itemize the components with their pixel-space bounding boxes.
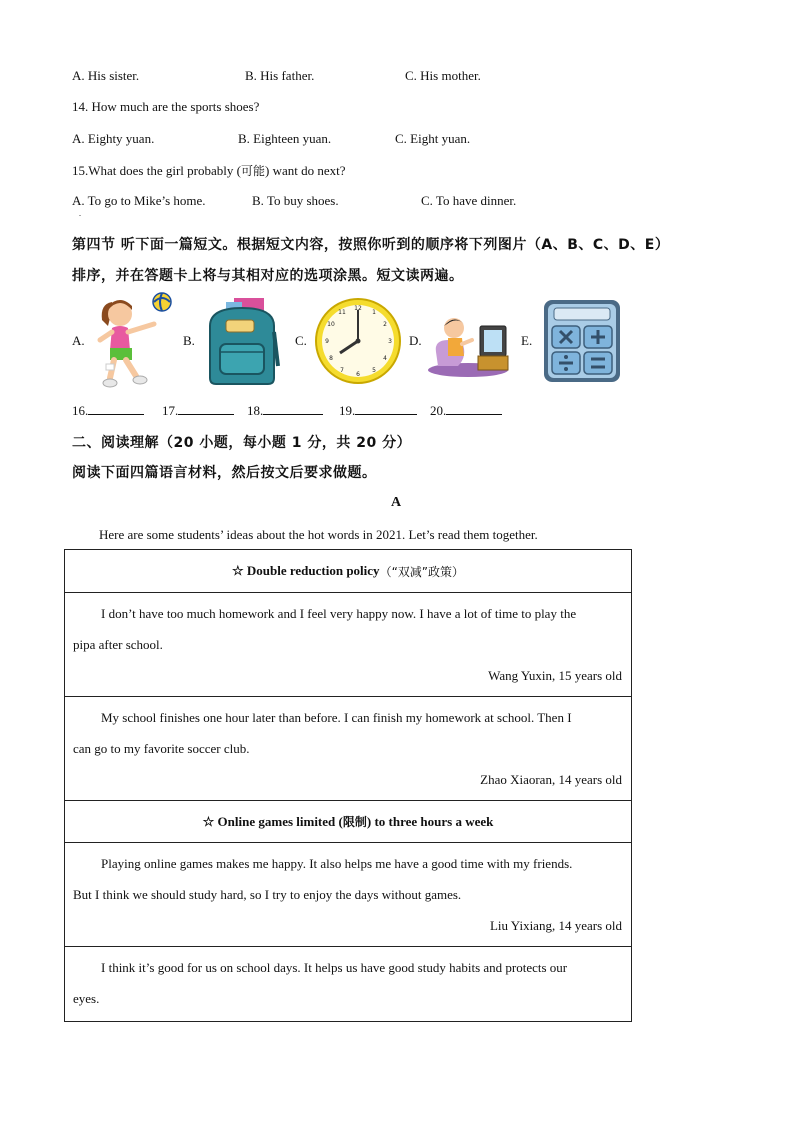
entry-author: Wang Yuxin, 15 years old	[488, 668, 622, 683]
picture-label-b: B.	[183, 333, 195, 348]
clock-number: 3	[388, 338, 392, 345]
girl-volleyball-icon	[92, 290, 182, 394]
entry-liu-yixiang	[65, 843, 631, 947]
entry-author: Zhao Xiaoran, 14 years old	[480, 772, 622, 787]
q13-option-c: C. His mother.	[405, 68, 481, 83]
entry-text-line: My school finishes one hour later than before. I can finish my homework at school. Then I	[101, 710, 572, 725]
q14-option-a: A. Eighty yuan.	[72, 131, 155, 146]
picture-label-c: C.	[295, 333, 307, 348]
clock-icon	[313, 296, 403, 392]
entry-text-line: Playing online games makes me happy. It also helps me have a good time with my friends.	[101, 856, 573, 871]
entry-text-line: eyes.	[73, 991, 100, 1006]
calculator-icon	[542, 298, 622, 388]
clock-number: 9	[325, 338, 329, 345]
section4-heading-line1: 第四节 听下面一篇短文。根据短文内容，按照你听到的顺序将下列图片（A、B、C、D、E）	[72, 237, 670, 253]
entry-text-line: I think it’s good for us on school days. It helps us have good study habits and protects our	[101, 960, 568, 975]
passage-intro: Here are some students’ ideas about the hot words in 2021. Let’s read them together.	[99, 527, 538, 542]
ideas-table	[64, 549, 632, 1022]
q14-option-b: B. Eighteen yuan.	[238, 131, 332, 146]
picture-label-a: A.	[72, 333, 85, 348]
q15-option-b: B. To buy shoes.	[252, 193, 339, 208]
part2-instruction: 阅读下面四篇语言材料，然后按文后要求做题。	[72, 465, 377, 481]
answer-blank-19[interactable]: 19.	[339, 402, 417, 419]
clock-number: 1	[372, 309, 376, 316]
picture-label-d: D.	[409, 333, 422, 348]
answer-blank-17[interactable]: 17.	[162, 402, 234, 419]
clock-number: 10	[327, 321, 335, 328]
q14-question: 14. How much are the sports shoes?	[72, 99, 260, 114]
entry-wang-yuxin	[65, 593, 631, 697]
q14-option-c: C. Eight yuan.	[395, 131, 471, 146]
q15-option-a: A. To go to Mike’s home.	[72, 193, 206, 208]
entry-four	[65, 947, 631, 1021]
q13-option-b: B. His father.	[245, 68, 315, 83]
entry-author: Liu Yixiang, 14 years old	[489, 918, 622, 933]
answer-blank-18[interactable]: 18.	[247, 402, 323, 419]
entry-text-line: pipa after school.	[73, 637, 163, 652]
stray-dot: .	[79, 209, 81, 218]
clock-number: 11	[338, 309, 346, 316]
entry-text-line: I don’t have too much homework and I feel very happy now. I have a lot of time to play the	[101, 606, 577, 621]
clock-number: 5	[372, 367, 376, 374]
part2-title: 二、阅读理解（20 小题，每小题 1 分，共 20 分）	[72, 435, 412, 451]
section4-heading-line2: 排序，并在答题卡上将与其相对应的选项涂黑。短文读两遍。	[72, 268, 464, 284]
clock-number: 8	[329, 355, 333, 362]
clock-number: 2	[383, 321, 387, 328]
boy-watching-tv-icon	[428, 312, 514, 382]
answer-blank-20[interactable]: 20.	[430, 402, 502, 419]
clock-number: 4	[383, 355, 387, 362]
picture-label-e: E.	[521, 333, 533, 348]
clock-number: 6	[356, 371, 360, 378]
q13-option-a: A. His sister.	[72, 68, 140, 83]
passage-label: A	[391, 495, 402, 510]
q15-option-c: C. To have dinner.	[421, 193, 517, 208]
backpack-icon	[204, 296, 280, 390]
answer-blank-16[interactable]: 16.	[72, 402, 144, 419]
entry-zhao-xiaoran	[65, 697, 631, 801]
clock-number: 12	[354, 305, 362, 312]
entry-text-line: can go to my favorite soccer club.	[73, 741, 250, 756]
topic-online-games: ☆ Online games limited (限制) to three hours a week	[65, 801, 631, 843]
entry-text-line: But I think we should study hard, so I try to enjoy the days without games.	[73, 887, 462, 902]
topic-double-reduction: ☆ Double reduction policy （“双减”政策）	[65, 550, 631, 593]
q15-question: 15.What does the girl probably (可能) want do next?	[72, 163, 346, 178]
clock-number: 7	[340, 367, 344, 374]
